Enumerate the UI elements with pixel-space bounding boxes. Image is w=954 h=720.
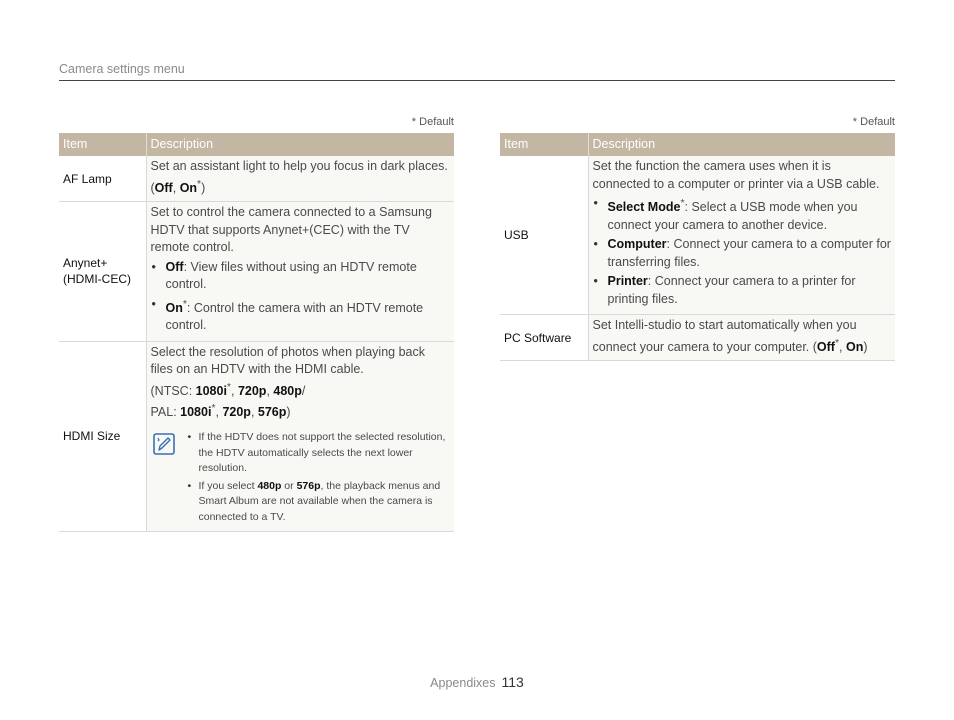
list-item — [593, 236, 892, 271]
sep: , — [250, 405, 258, 420]
table-header-row — [500, 133, 895, 156]
res-720p: 720p — [222, 405, 251, 420]
default-star: * — [197, 178, 202, 190]
option-text: : Select a USB mode when you connect your camera to another device. — [607, 200, 858, 232]
item-af-lamp: AF Lamp — [59, 156, 146, 202]
res-576p: 576p — [257, 405, 287, 420]
af-lamp-close: ) — [201, 180, 206, 195]
desc-pc-software — [588, 315, 895, 361]
sep: , — [266, 383, 274, 398]
option-on: On — [165, 300, 183, 315]
res-1080i: 1080i — [180, 405, 212, 420]
desc-hdmi-size — [146, 341, 454, 531]
close-paren: ) — [863, 339, 868, 354]
list-item — [593, 195, 892, 234]
ntsc-prefix: (NTSC: — [150, 383, 196, 398]
footer-section-label: Appendixes — [430, 676, 496, 690]
hdmi-pal-line — [151, 400, 451, 422]
column-header-description: Description — [588, 133, 895, 156]
option-text: : Connect your camera to a printer for printing files. — [607, 274, 856, 306]
option-on-text: : Control the camera with an HDTV remote control. — [165, 300, 424, 333]
desc-af-lamp — [146, 156, 454, 202]
item-anynet — [59, 202, 146, 342]
section-title: Camera settings menu — [59, 62, 185, 76]
table-row-af-lamp — [59, 156, 454, 202]
left-settings-table — [59, 133, 454, 532]
option-off-text: : View files without using an HDTV remote control. — [165, 259, 417, 292]
note-text: , the playback menus and Smart Album are not available when the camera is connected to a TV. — [198, 479, 441, 523]
hdmi-ntsc-line — [151, 379, 451, 401]
sep: , — [230, 383, 238, 398]
note-text: or — [281, 479, 297, 492]
res-1080i: 1080i — [195, 383, 227, 398]
af-lamp-paren: ( — [150, 180, 155, 195]
res-480p: 480p — [273, 383, 302, 398]
table-header-row — [59, 133, 454, 156]
option-off: Off — [154, 180, 173, 195]
res-576p: 576p — [296, 479, 321, 492]
list-item — [151, 296, 451, 335]
item-usb: USB — [500, 156, 588, 315]
pal-prefix: PAL: — [150, 405, 181, 420]
column-header-item: Item — [500, 133, 588, 156]
sep: , — [839, 339, 846, 354]
note-box — [151, 428, 451, 527]
pc-software-desc-text: Set Intelli-studio to start automatically when you connect your camera to your computer. ( — [592, 318, 857, 354]
anynet-desc-text: Set to control the camera connected to a Samsung HDTV that supports Anynet+(CEC) with the TV remote control. — [150, 205, 432, 255]
default-note-left: * Default — [411, 116, 454, 128]
af-lamp-desc-text: Set an assistant light to help you focus in dark places. — [150, 159, 448, 173]
option-text: : Connect your camera to a computer for transferring files. — [607, 237, 891, 269]
desc-anynet — [146, 202, 454, 342]
option-on: On — [179, 180, 198, 195]
item-hdmi-size: HDMI Size — [59, 341, 146, 531]
option-computer: Computer — [607, 237, 667, 252]
item-anynet-line2: (HDMI-CEC) — [63, 272, 131, 287]
usb-desc-text: Set the function the camera uses when it is connected to a computer or printer via a USB cable. — [592, 159, 880, 191]
table-row-pc-software — [500, 315, 895, 361]
page-number: 113 — [501, 674, 524, 690]
default-star: * — [226, 381, 231, 393]
list-item — [593, 273, 892, 308]
slash: / — [301, 383, 306, 398]
page-footer — [0, 674, 954, 692]
res-720p: 720p — [237, 383, 267, 398]
column-header-description: Description — [146, 133, 454, 156]
sep: , — [215, 405, 223, 420]
default-star: * — [834, 337, 840, 349]
item-pc-software: PC Software — [500, 315, 588, 361]
default-star: * — [182, 298, 187, 310]
option-select-mode: Select Mode — [607, 200, 681, 215]
default-star: * — [680, 198, 685, 209]
default-star: * — [211, 403, 216, 415]
close-paren: ) — [286, 405, 291, 420]
hdmi-desc-text: Select the resolution of photos when playing back files on an HDTV with the HDMI cable. — [150, 344, 425, 377]
table-row-usb — [500, 156, 895, 315]
option-on: On — [846, 339, 864, 354]
table-row-hdmi-size — [59, 341, 454, 531]
default-note-right: * Default — [852, 116, 895, 128]
item-anynet-line1: Anynet+ — [63, 256, 108, 271]
note-text: If you select — [198, 479, 258, 492]
note-pencil-icon — [153, 433, 175, 455]
usb-options-list — [593, 195, 892, 308]
option-printer: Printer — [607, 274, 648, 289]
option-off: Off — [165, 259, 184, 274]
option-off: Off — [816, 339, 835, 354]
note-list — [187, 430, 451, 527]
res-480p: 480p — [257, 479, 282, 492]
note-item — [187, 479, 451, 526]
list-item — [151, 259, 451, 294]
right-settings-table — [500, 133, 895, 361]
column-header-item: Item — [59, 133, 146, 156]
header-rule — [59, 80, 895, 81]
table-row-anynet — [59, 202, 454, 342]
sep: , — [172, 180, 180, 195]
note-item: • If the HDTV does not support the selected resolution, the HDTV automatically selects the next lower resolution. — [187, 430, 451, 477]
desc-usb — [588, 156, 895, 315]
anynet-options-list — [151, 259, 451, 335]
